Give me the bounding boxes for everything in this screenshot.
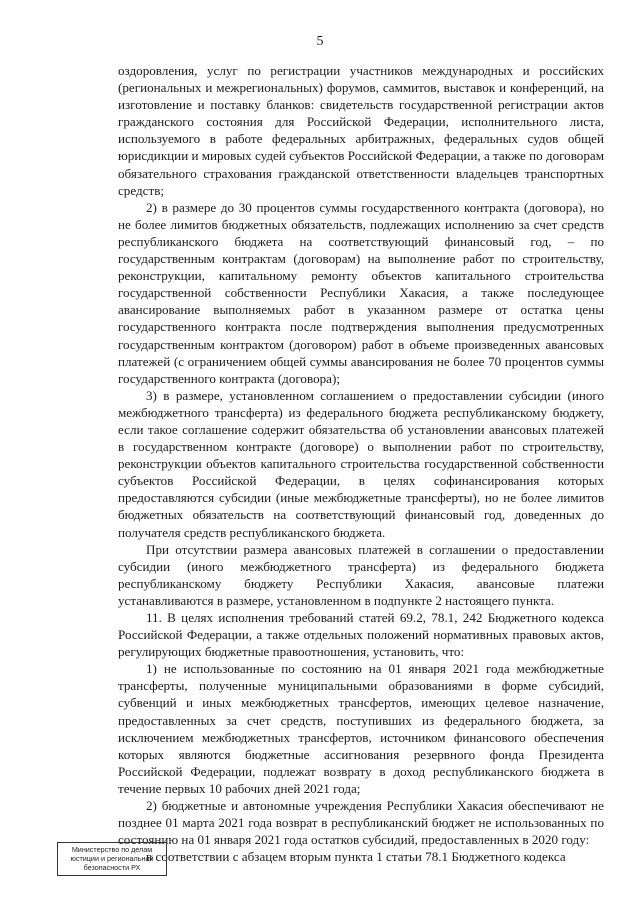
stamp-line: безопасности РХ bbox=[83, 863, 141, 872]
paragraph: в соответствии с абзацем вторым пункта 1 статьи 78.1 Бюджетного кодекса bbox=[146, 849, 566, 865]
paragraph: При отсутствии размера авансовых платежей в соглашении о предоставлении субсидии (иного межбюджетного трансферта) из федерального бюджета республиканскому бюджету Республики Хакасия, авансовые платежи устанавливаются в размере, установленном в подпункте 2 настоящего пункта. bbox=[118, 541, 604, 608]
stamp-line: Министерство по делам bbox=[71, 845, 153, 854]
paragraph: 11. В целях исполнения требований статей 69.2, 78.1, 242 Бюджетного кодекса Российской Федерации, а также отдельных положений нормативных правовых актов, регулирующих бюджетные правоотношения, установить, что: bbox=[118, 610, 604, 660]
ministry-stamp bbox=[57, 842, 167, 876]
paragraph: 1) не использованные по состоянию на 01 января 2021 года межбюджетные трансферты, полученные муниципальными образованиями в форме субсидий, субвенций и иных межбюджетных трансфертов, имеющих целевое назначение, предоставленных за счет средств, поступивших из федерального бюджета, за исключением межбюджетных трансфертов, источником финансового обеспечения которых являются бюджетные ассигнования резервного фонда Президента Российской Федерации, подлежат возврату в доход республиканского бюджета в течение первых 10 рабочих дней 2021 года; bbox=[118, 661, 604, 796]
page-number: 5 bbox=[316, 34, 324, 49]
paragraph: 2) в размере до 30 процентов суммы государственного контракта (договора), но не более лимитов бюджетных обязательств, подлежащих исполнению за счет средств республиканского бюджета на соответствующий финансовый год, – по государственным контрактам (договорам) на выполнение работ по строительству, реконструкции, капитальному ремонту объектов капитального строительства государственной собственности Республики Хакасия, а также последующее авансирование выполняемых работ в указанном размере от остатка цены государственного контракта после подтверждения выполнения предусмотренных государственным контрактом (договором) работ в объеме произведенных авансовых платежей (с ограничением общей суммы авансирования не более 70 процентов суммы государственного контракта (договора); bbox=[118, 199, 604, 386]
paragraph: 2) бюджетные и автономные учреждения Республики Хакасия обеспечивают не позднее 01 марта 2021 года возврат в республиканский бюджет не использованных по состоянию на 01 января 2021 года остатков субсидий, предоставленных в 2020 году: bbox=[118, 798, 604, 848]
document-body bbox=[118, 62, 604, 865]
paragraph: оздоровления, услуг по регистрации участников международных и российских (региональных и межрегиональных) форумов, саммитов, выставок и конференций, на изготовление и поставку бланков: свидетельств государственной регистрации актов гражданского состояния для Российской Федерации, исполнительного листа, используемого в работе федеральных арбитражных, федеральных судов общей юрисдикции и мировых судей субъектов Российской Федерации, а также по договорам обязательного страхования гражданской ответственности владельцев транспортных средств; bbox=[118, 63, 604, 198]
paragraph: 3) в размере, установленном соглашением о предоставлении субсидии (иного межбюджетного трансферта) из федерального бюджета республиканскому бюджету, если такое соглашение содержит обязательства об установлении авансовых платежей в государственном контракте (договоре) о выполнении работ по строительству, реконструкции объектов капитального строительства государственной собственности субъектов Российской Федерации, в целях софинансирования которых предоставляются субсидии (иные межбюджетные трансферты), но не более лимитов бюджетных обязательств на соответствующий финансовый год, доведенных до получателя средств республиканского бюджета. bbox=[118, 387, 604, 540]
stamp-line: юстиции и региональной bbox=[70, 854, 154, 863]
